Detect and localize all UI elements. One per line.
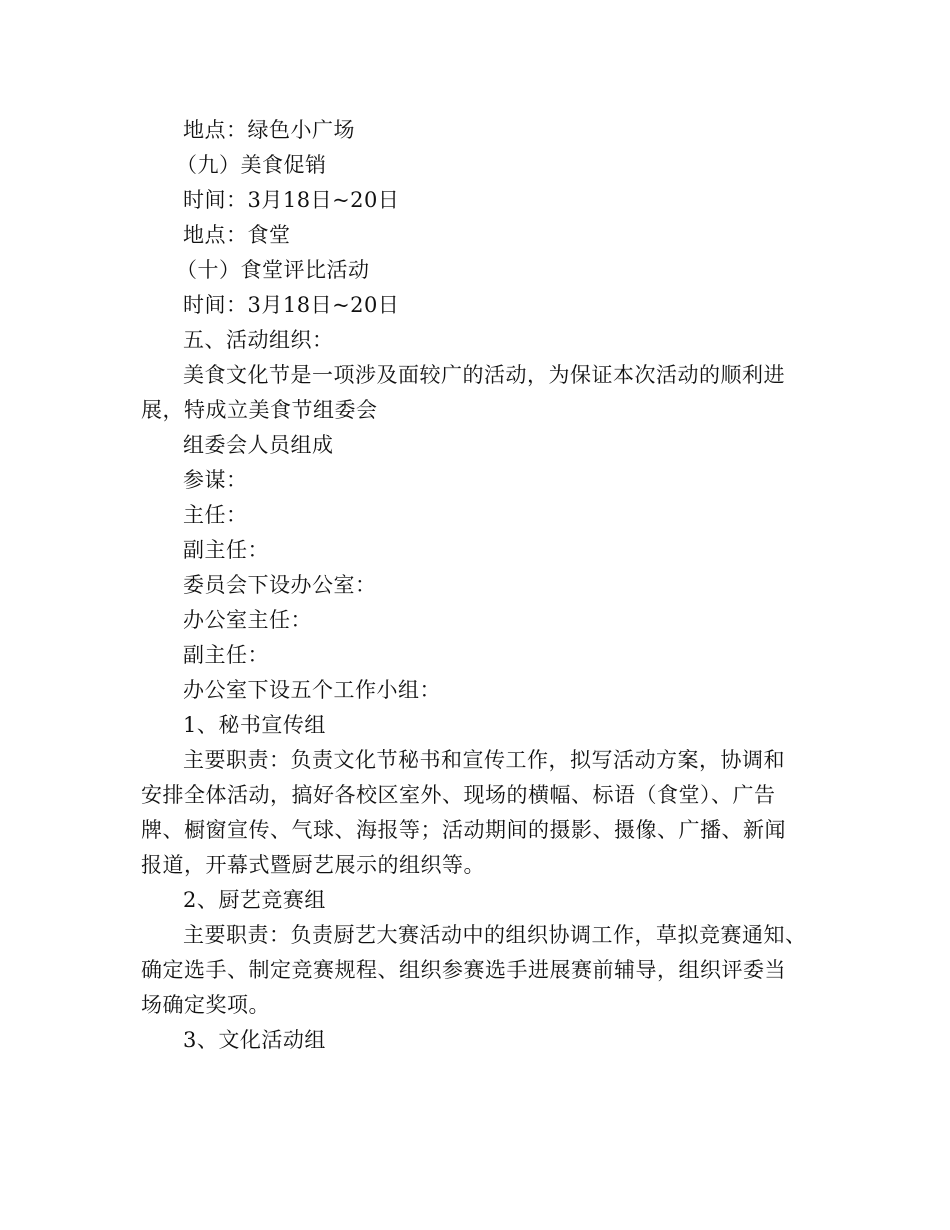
text-line: 办公室下设五个工作小组： xyxy=(183,678,441,702)
paragraph-line: 牌、橱窗宣传、气球、海报等；活动期间的摄影、摄像、广播、新闻 xyxy=(141,818,786,842)
text-line: 参谋： xyxy=(183,468,248,492)
text-line: 副主任： xyxy=(183,538,269,562)
paragraph-line: 展，特成立美食节组委会 xyxy=(141,398,378,422)
text-line: 时间：3月18日~20日 xyxy=(183,293,400,317)
paragraph-line: 主要职责：负责厨艺大赛活动中的组织协调工作，草拟竞赛通知、 xyxy=(183,923,807,947)
text-line: （九）美食促销 xyxy=(176,153,327,177)
text-line: 办公室主任： xyxy=(183,608,312,632)
paragraph-line: 主要职责：负责文化节秘书和宣传工作，拟写活动方案，协调和 xyxy=(183,748,785,772)
text-line: 组委会人员组成 xyxy=(183,433,334,457)
paragraph-line: 安排全体活动，搞好各校区室外、现场的横幅、标语（食堂）、广告 xyxy=(141,783,776,807)
subsection-heading: 1、秘书宣传组 xyxy=(183,713,326,737)
text-line: 地点：食堂 xyxy=(183,223,291,247)
paragraph-line: 报道，开幕式暨厨艺展示的组织等。 xyxy=(141,853,485,877)
text-line: （十）食堂评比活动 xyxy=(176,258,370,282)
subsection-heading: 2、厨艺竞赛组 xyxy=(183,888,326,912)
subsection-heading: 3、文化活动组 xyxy=(183,1028,326,1052)
text-line: 委员会下设办公室： xyxy=(183,573,377,597)
text-line: 副主任： xyxy=(183,643,269,667)
section-heading: 五、活动组织： xyxy=(183,328,334,352)
paragraph-line: 场确定奖项。 xyxy=(141,993,270,1017)
paragraph-line: 确定选手、制定竞赛规程、组织参赛选手进展赛前辅导，组织评委当 xyxy=(141,958,786,982)
text-line: 主任： xyxy=(183,503,248,527)
text-line: 地点：绿色小广场 xyxy=(183,118,355,142)
paragraph-line: 美食文化节是一项涉及面较广的活动，为保证本次活动的顺利进 xyxy=(183,363,785,387)
text-line: 时间：3月18日~20日 xyxy=(183,188,400,212)
